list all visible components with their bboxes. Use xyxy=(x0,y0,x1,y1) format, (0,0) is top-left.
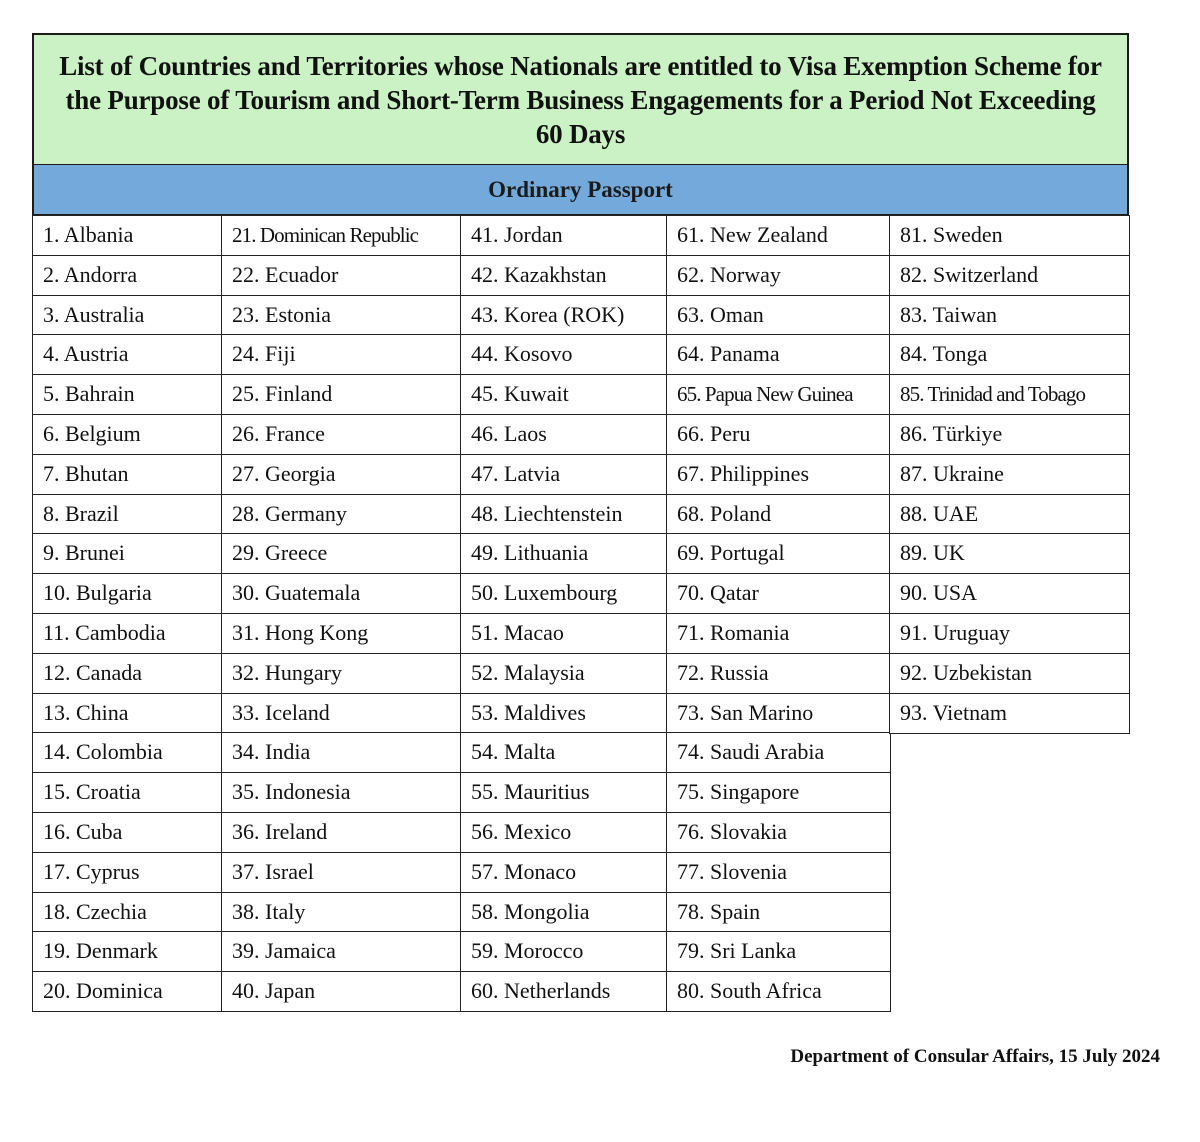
country-cell: 5. Bahrain xyxy=(32,374,223,415)
country-cell: 17. Cyprus xyxy=(32,852,223,893)
country-cell: 10. Bulgaria xyxy=(32,573,223,614)
country-cell: 58. Mongolia xyxy=(460,892,668,933)
country-cell: 74. Saudi Arabia xyxy=(666,732,891,773)
country-cell: 34. India xyxy=(221,732,462,773)
country-cell: 29. Greece xyxy=(221,533,462,574)
country-cell: 92. Uzbekistan xyxy=(889,653,1130,694)
country-cell: 19. Denmark xyxy=(32,931,223,972)
country-cell: 86. Türkiye xyxy=(889,414,1130,455)
country-cell: 79. Sri Lanka xyxy=(666,931,891,972)
country-cell: 60. Netherlands xyxy=(460,971,668,1012)
country-cell: 46. Laos xyxy=(460,414,668,455)
country-cell: 37. Israel xyxy=(221,852,462,893)
country-cell: 91. Uruguay xyxy=(889,613,1130,654)
country-cell: 12. Canada xyxy=(32,653,223,694)
country-cell: 49. Lithuania xyxy=(460,533,668,574)
section-header-label: Ordinary Passport xyxy=(488,176,673,202)
country-cell: 61. New Zealand xyxy=(666,215,891,256)
footer-attribution: Department of Consular Affairs, 15 July 2024 xyxy=(790,1046,1160,1067)
country-cell: 80. South Africa xyxy=(666,971,891,1012)
country-cell: 77. Slovenia xyxy=(666,852,891,893)
country-cell: 24. Fiji xyxy=(221,334,462,375)
country-cell: 31. Hong Kong xyxy=(221,613,462,654)
country-cell: 1. Albania xyxy=(32,215,223,256)
country-cell: 78. Spain xyxy=(666,892,891,933)
country-cell: 69. Portugal xyxy=(666,533,891,574)
country-cell: 52. Malaysia xyxy=(460,653,668,694)
country-cell: 89. UK xyxy=(889,533,1130,574)
section-header xyxy=(32,165,1129,216)
country-cell: 23. Estonia xyxy=(221,295,462,336)
country-cell: 55. Mauritius xyxy=(460,772,668,813)
country-cell: 53. Maldives xyxy=(460,693,668,734)
country-cell: 21. Dominican Republic xyxy=(221,215,462,256)
country-cell: 56. Mexico xyxy=(460,812,668,853)
country-cell: 38. Italy xyxy=(221,892,462,933)
country-cell: 48. Liechtenstein xyxy=(460,494,668,535)
country-cell: 2. Andorra xyxy=(32,255,223,296)
country-cell: 41. Jordan xyxy=(460,215,668,256)
country-cell: 36. Ireland xyxy=(221,812,462,853)
country-cell: 67. Philippines xyxy=(666,454,891,495)
country-cell: 93. Vietnam xyxy=(889,693,1130,734)
country-cell: 13. China xyxy=(32,693,223,734)
country-cell: 51. Macao xyxy=(460,613,668,654)
country-cell: 39. Jamaica xyxy=(221,931,462,972)
country-cell: 47. Latvia xyxy=(460,454,668,495)
country-cell: 84. Tonga xyxy=(889,334,1130,375)
country-cell: 76. Slovakia xyxy=(666,812,891,853)
country-cell: 16. Cuba xyxy=(32,812,223,853)
country-cell: 26. France xyxy=(221,414,462,455)
country-cell: 68. Poland xyxy=(666,494,891,535)
country-cell: 57. Monaco xyxy=(460,852,668,893)
country-cell: 81. Sweden xyxy=(889,215,1130,256)
country-cell: 90. USA xyxy=(889,573,1130,614)
country-cell: 73. San Marino xyxy=(666,693,891,734)
country-cell: 3. Australia xyxy=(32,295,223,336)
country-cell: 83. Taiwan xyxy=(889,295,1130,336)
country-cell: 4. Austria xyxy=(32,334,223,375)
country-cell: 59. Morocco xyxy=(460,931,668,972)
country-cell: 87. Ukraine xyxy=(889,454,1130,495)
country-cell: 20. Dominica xyxy=(32,971,223,1012)
country-cell: 11. Cambodia xyxy=(32,613,223,654)
country-cell: 42. Kazakhstan xyxy=(460,255,668,296)
country-cell: 6. Belgium xyxy=(32,414,223,455)
country-cell: 63. Oman xyxy=(666,295,891,336)
country-cell: 44. Kosovo xyxy=(460,334,668,375)
country-cell: 14. Colombia xyxy=(32,732,223,773)
country-cell: 54. Malta xyxy=(460,732,668,773)
country-cell: 88. UAE xyxy=(889,494,1130,535)
country-cell: 28. Germany xyxy=(221,494,462,535)
country-cell: 50. Luxembourg xyxy=(460,573,668,614)
country-cell: 9. Brunei xyxy=(32,533,223,574)
country-cell: 75. Singapore xyxy=(666,772,891,813)
country-cell: 27. Georgia xyxy=(221,454,462,495)
country-cell: 45. Kuwait xyxy=(460,374,668,415)
country-cell: 25. Finland xyxy=(221,374,462,415)
country-cell: 85. Trinidad and Tobago xyxy=(889,374,1130,415)
title-box xyxy=(32,33,1129,166)
country-cell: 8. Brazil xyxy=(32,494,223,535)
country-cell: 32. Hungary xyxy=(221,653,462,694)
country-cell: 7. Bhutan xyxy=(32,454,223,495)
country-cell: 64. Panama xyxy=(666,334,891,375)
country-cell: 22. Ecuador xyxy=(221,255,462,296)
country-cell: 70. Qatar xyxy=(666,573,891,614)
page-title: List of Countries and Territories whose Nationals are entitled to Visa Exemption Scheme for the Purpose of Tourism and Short-Term Business Engagements for a Period Not Exceeding 60 Days xyxy=(59,50,1102,149)
country-cell: 33. Iceland xyxy=(221,693,462,734)
country-cell: 15. Croatia xyxy=(32,772,223,813)
country-cell: 66. Peru xyxy=(666,414,891,455)
country-cell: 40. Japan xyxy=(221,971,462,1012)
country-cell: 62. Norway xyxy=(666,255,891,296)
country-cell: 43. Korea (ROK) xyxy=(460,295,668,336)
country-cell: 30. Guatemala xyxy=(221,573,462,614)
country-cell: 72. Russia xyxy=(666,653,891,694)
country-cell: 82. Switzerland xyxy=(889,255,1130,296)
country-cell: 65. Papua New Guinea xyxy=(666,374,891,415)
country-cell: 35. Indonesia xyxy=(221,772,462,813)
country-cell: 18. Czechia xyxy=(32,892,223,933)
country-cell: 71. Romania xyxy=(666,613,891,654)
